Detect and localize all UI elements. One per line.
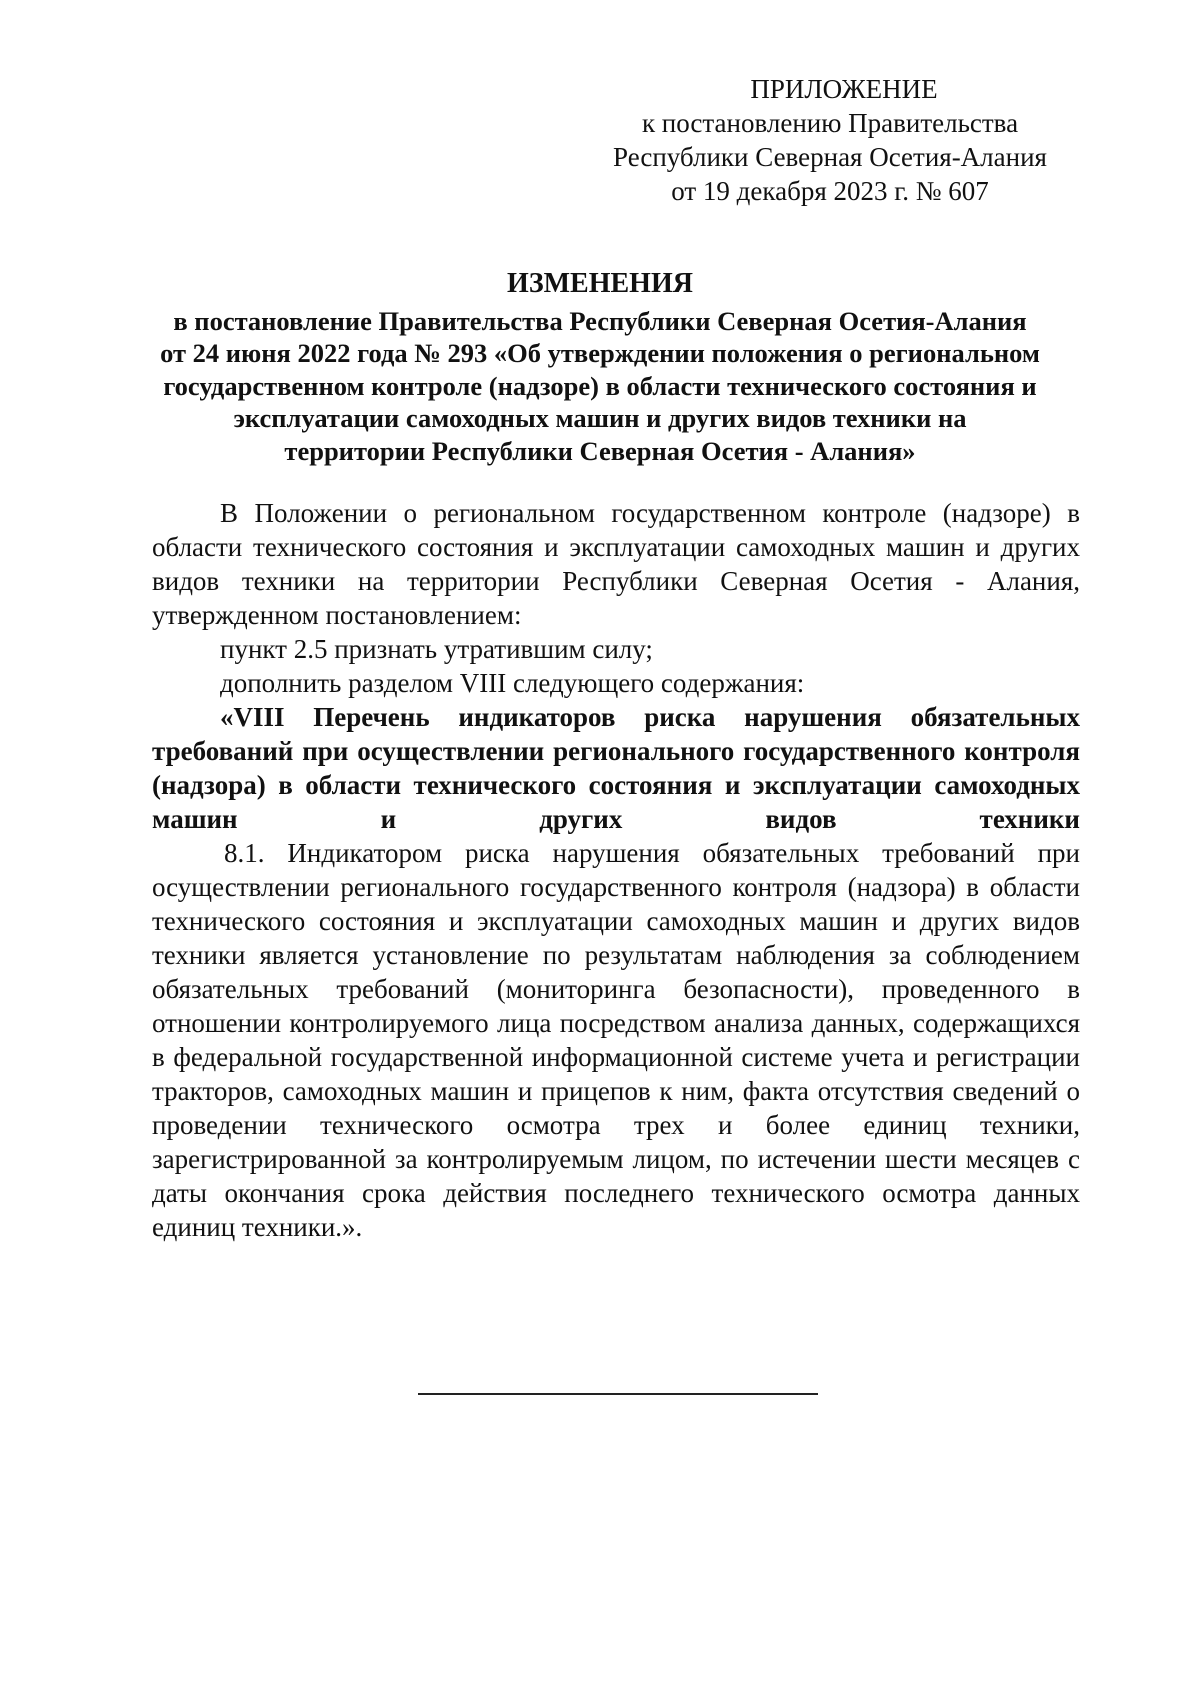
appendix-title: ПРИЛОЖЕНИЕ [750,74,938,104]
heading-title: ИЗМЕНЕНИЯ [507,268,693,299]
heading-line-5: территории Республики Северная Осетия - Алания» [284,435,916,466]
document-body [152,496,1080,1244]
heading-line-1: в постановление Правительства Республики Северная Осетия-Алания [173,305,1027,336]
heading-line-4: эксплуатации самоходных машин и других видов техники на [233,403,967,433]
appendix-block [600,72,1060,208]
intro-paragraph: В Положении о региональном государственном контроле (надзоре) в области технического состояния и эксплуатации самоходных машин и других видов техники на территории Республики Северная Осетия - Алания, утвержденном постановлением: [152,498,1080,630]
closing-rule [418,1393,818,1395]
section-title: «VIII Перечень индикаторов риска нарушения обязательных требований при осуществлении регионального государственного контроля (надзора) в области технического состояния и эксплуатации самоходных машин и других видов техники [152,702,1080,834]
clause-paragraph: 8.1. Индикатором риска нарушения обязательных требований при осуществлении регионального государственного контроля (надзора) в области технического состояния и эксплуатации самоходных машин и других видов техники является установление по результатам наблюдения за соблюдением обязательных требований (мониторинга безопасности), проведенного в отношении контролируемого лица посредством анализа данных, содержащихся в федеральной государственной информационной системе учета и регистрации тракторов, самоходных машин и прицепов к ним, факта отсутствия сведений о проведении технического осмотра трех и более единиц техники, зарегистрированной за контролируемым лицом, по истечении шести месяцев с даты окончания срока действия последнего технического осмотра данных единиц техники.». [152,838,1080,1242]
appendix-line-3: от 19 декабря 2023 г. № 607 [671,176,989,206]
appendix-line-2: Республики Северная Осетия-Алания [613,142,1047,172]
heading-line-2: от 24 июня 2022 года № 293 «Об утверждении положения о региональном [160,338,1040,368]
document-heading [120,268,1080,467]
heading-line-3: государственном контроле (надзоре) в области технического состояния и [163,370,1037,401]
item-paragraph-2: дополнить разделом VIII следующего содержания: [220,668,805,698]
appendix-line-1: к постановлению Правительства [641,108,1019,138]
item-paragraph-1: пункт 2.5 признать утратившим силу; [220,634,653,664]
